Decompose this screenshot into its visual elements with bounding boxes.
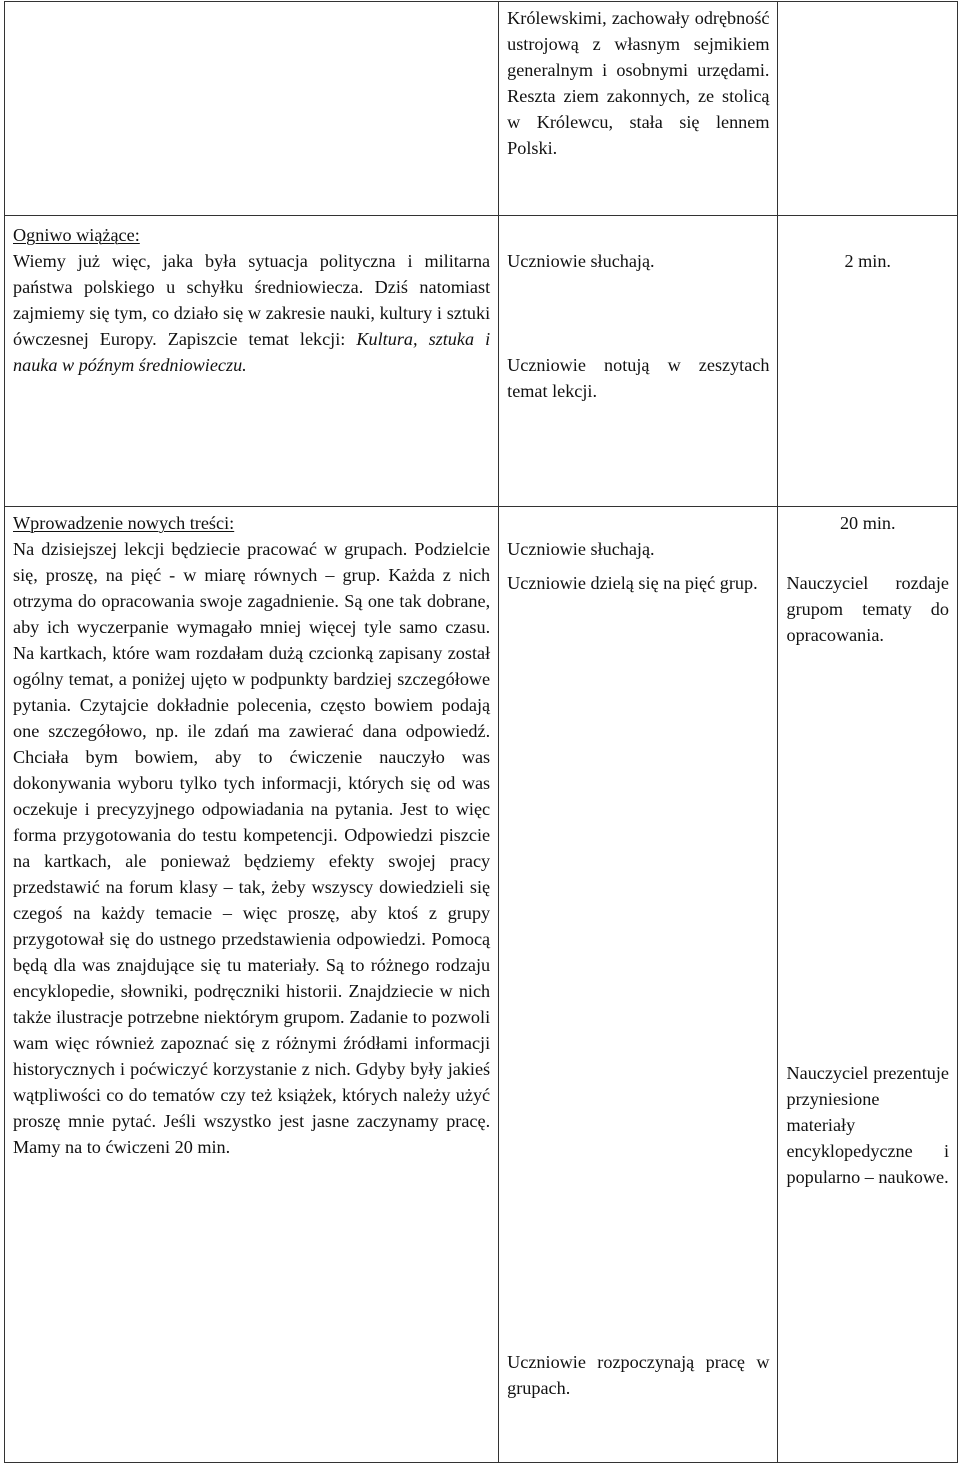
student-activity: Uczniowie notują w zeszytach temat lekcji.	[507, 355, 770, 401]
lesson-plan-table	[4, 1, 958, 1463]
lesson-topic: Kultura, sztuka i nauka w późnym średniowieczu.	[13, 329, 491, 375]
teacher-speech: Na dzisiejszej lekcji będziecie pracować w grupach. Podzielcie się, proszę, na pięć - w miarę równych – grup. Każda z nich otrzyma do opracowania swoje zagadnienie. Są one tak dobrane, aby ich wyczerpanie wymagało mniej więcej tyle samo czasu. Na kartkach, które wam rozdałam dużą czcionką zapisany został ogólny temat, a poniżej ujęto w podpunkty bardziej szczegółowe pytania. Czytajcie dokładnie polecenia, często bowiem podają one szczegółowo, np. ile zdań ma zawierać dana odpowiedź. Chciała bym bowiem, aby to ćwiczenie nauczyło was dokonywania wyboru tylko tych informacji, których się od was oczekuje i precyzyjnego odpowiadania na pytania. Jest to więc forma przygotowania do testu kompetencji. Odpowiedzi piszcie na kartkach, ale ponieważ będziemy efekty swojej pracy przedstawić na forum klasy – tak, żeby wszyscy dowiedzieli się czegoś na każdy temacie – więc proszę, aby ktoś z grupy przygotował się do ustnego przedstawienia odpowiedzi. Pomocą będą dla was znajdujące się tu materiały. Są to różnego rodzaju encyklopedie, słowniki, podręczniki historii. Znajdziecie w nich także ilustracje potrzebne niektórym grupom. Zadanie to pozwoli wam więc również zapoznać się z różnymi źródłami informacji historycznych i poćwiczyć korzystanie z nich. Gdyby były jakieś wątpliwości co do tematów czy też książek, których należy użyć proszę mnie pytać. Jeśli wszystko jest jasne zaczynamy pracę. Mamy na to ćwiczeni 20 min.	[13, 539, 491, 1157]
table-row	[5, 507, 958, 1463]
notes-cell	[778, 216, 958, 507]
student-activity: Uczniowie słuchają.	[507, 251, 655, 271]
teacher-activity-cell	[5, 2, 499, 216]
teacher-speech-text: Wiemy już więc, jaka była sytuacja polityczna i militarna państwa polskiego u schyłku średniowiecza. Dziś natomiast zajmiemy się tym, co działo się w zakresie nauki, kultury i sztuki ówczesnej Europy. Zapiszcie temat lekcji:	[13, 251, 491, 349]
teacher-note: Nauczyciel rozdaje grupom tematy do opracowania.	[786, 573, 949, 645]
historical-text: Królewskimi, zachowały odrębność ustrojową z własnym sejmikiem generalnym i osobnymi urzędami. Reszta ziem zakonnych, ze stolicą w Królewcu, stała się lennem Polski.	[507, 8, 770, 158]
teacher-note: Nauczyciel prezentuje przyniesione materiały encyklopedyczne i popularno – naukowe.	[786, 1063, 949, 1187]
section-heading: Wprowadzenie nowych treści:	[13, 513, 235, 533]
student-activity: Uczniowie słuchają.	[507, 539, 655, 559]
time-estimate: 2 min.	[844, 251, 891, 271]
teacher-speech	[13, 248, 490, 378]
teacher-activity-cell	[5, 507, 499, 1463]
student-activity: Uczniowie rozpoczynają pracę w grupach.	[507, 1352, 770, 1398]
student-activity: Uczniowie dzielą się na pięć grup.	[507, 573, 758, 593]
time-estimate: 20 min.	[839, 513, 896, 533]
section-heading: Ogniwo wiążące:	[13, 225, 140, 245]
student-activity-cell	[499, 2, 778, 216]
student-activity-cell	[499, 507, 778, 1463]
teacher-activity-cell	[5, 216, 499, 507]
notes-cell	[778, 507, 958, 1463]
student-activity-cell	[499, 216, 778, 507]
table-row	[5, 2, 958, 216]
notes-cell	[778, 2, 958, 216]
table-row	[5, 216, 958, 507]
